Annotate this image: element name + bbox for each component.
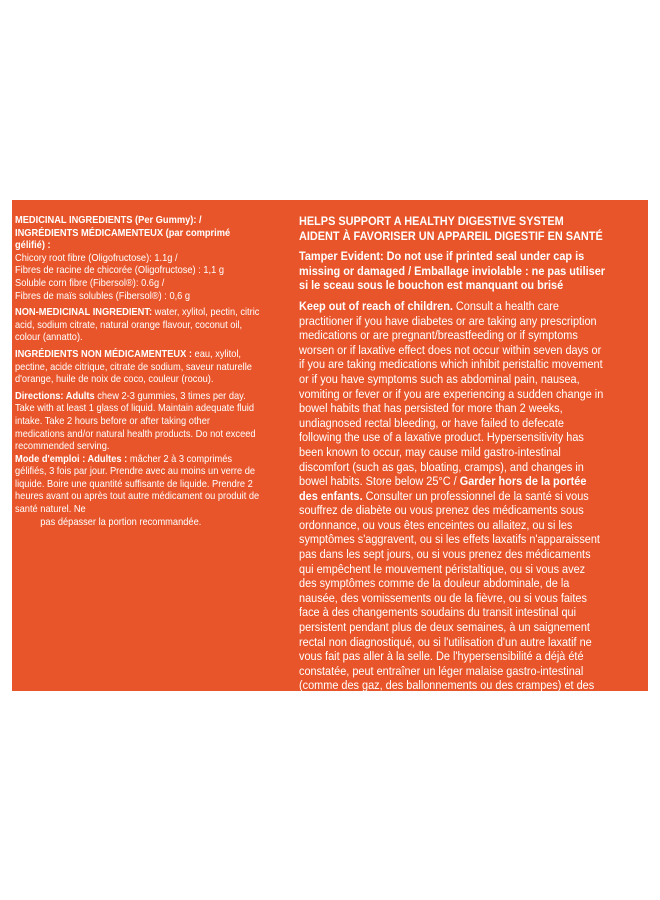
ingredients-column bbox=[15, 215, 262, 533]
non-medicinal-ingredients-fr bbox=[15, 349, 262, 387]
warning-text: Consult a health care practitioner if you have diabetes or are taking any prescription medications or are pregnant/breastfeeding or if symptoms worsen or if laxative effect does not occur within seven days or if you are taking medications which inhibit peristaltic movement or if you have symptoms such as abdominal pain, nausea, vomiting or fever or if you are experiencing a sudden change in bowel habits that has persisted for more than 2 weeks, undiagnosed rectal bleeding, or have failed to defecate following the use of a laxative product. Hypersensitivity has been known to occur, may cause mild gastro-intestinal discomfort (such as gas, bloating, cramps), and changes in bowel habits. Store below 25°C / bbox=[299, 298, 604, 489]
warning-fr-text: Consulter un professionnel de la santé si vous souffrez de diabète ou vous prenez des médicaments sous ordonnance, ou vous êtes enceintes ou allaitez, ou si les symptômes s'aggravent, ou si les effets laxatifs n'apparaissent pas dans les sept jours, ou si vous prenez des médicaments qui empêchent le mouvement péristaltique, ou si vous avez des symptômes comme de la douleur abdominale, de la nausée, des vomissements ou de la fièvre, ou si vous faites face à des changements soudains du transit intestinal qui persistent pendant plus de deux semaines, à un saignement rectal non diagnostiqué, ou si l'utilisation d'un autre laxatif ne vous fait pas aller à la selle. De l'hypersensibilité a déjà été constatée, peut entraîner un léger malaise gastro-intestinal (comme des gaz, des ballonnements ou des crampes) et des changements du transit intestinal. Conserver à une température inférieure à 25 °C bbox=[299, 488, 600, 722]
warnings-column bbox=[299, 214, 605, 778]
non-medicinal-en bbox=[15, 307, 262, 345]
warning-paragraph bbox=[299, 299, 605, 722]
directions-heading: Directions: Adults bbox=[15, 390, 95, 402]
non-medicinal-heading: NON-MEDICINAL INGREDIENT: bbox=[15, 307, 153, 319]
directions-text: chew 2-3 gummies, 3 times per day. Take with at least 1 glass of liquid. Maintain adequate fluid intake. Take 2 hours before or after taking other medications and/or natural health products. Do not exceed recommended serving. bbox=[15, 390, 256, 453]
tamper-heading: Tamper Evident: bbox=[299, 249, 384, 264]
tamper-paragraph bbox=[299, 249, 605, 293]
medicinal-item: Fibres de maïs solubles (Fibersol®) : 0,6 g bbox=[15, 290, 191, 302]
claim-heading-fr: AIDENT À FAVORISER UN APPAREIL DIGESTIF EN SANTÉ bbox=[299, 228, 603, 243]
fibersol-note bbox=[299, 728, 605, 772]
product-label-panel bbox=[12, 200, 648, 772]
medicinal-ingredients bbox=[15, 215, 262, 303]
directions bbox=[15, 391, 262, 530]
mode-tail: pas dépasser la portion recommandée. bbox=[40, 516, 202, 528]
tamper-text: Do not use if printed seal under cap is missing or damaged / Emballage inviolable : ne pas utiliser si le sceau sous le bouchon est manquant ou brisé bbox=[299, 249, 606, 293]
non-medicinal-text: water, xylitol, pectin, citric acid, sodium citrate, natural orange flavour, coconut oil, colour (annatto). bbox=[15, 307, 260, 344]
medicinal-item: Fibres de racine de chicorée (Oligofructose) : 1,1 g bbox=[15, 265, 225, 277]
mode-heading: Mode d'emploi : Adultes : bbox=[15, 453, 128, 465]
warnings bbox=[299, 299, 605, 722]
fibersol-text: Fibersol® is a soluble dietary fiber produced by ADM / Matsutani LLC. / Fibersol® sont des fibres alimentaires solubles produites par ADM/Matsutani LLC. bbox=[299, 728, 565, 772]
non-medicinal-heading-fr: INGRÉDIENTS NON MÉDICAMENTEUX : bbox=[15, 348, 192, 360]
claim-heading bbox=[299, 214, 605, 243]
warning-heading: Keep out of reach of children. bbox=[299, 298, 453, 313]
non-medicinal-fr bbox=[15, 349, 262, 387]
medicinal-heading-fr: INGRÉDIENTS MÉDICAMENTEUX (par comprimé gélifié) : bbox=[15, 227, 231, 252]
medicinal-heading-en: MEDICINAL INGREDIENTS (Per Gummy): / bbox=[15, 215, 202, 226]
mode-text: mâcher 2 à 3 comprimés gélifiés, 3 fois par jour. Prendre avec au moins un verre de liquide. Boire une quantité suffisante de liquide. Prendre 2 heures avant ou après tout autre médicament ou produit de santé naturel. Ne bbox=[15, 453, 260, 516]
tamper-evident bbox=[299, 249, 605, 293]
non-medicinal-ingredients bbox=[15, 307, 262, 345]
medicinal-item: Chicory root fibre (Oligofructose): 1.1g / bbox=[15, 252, 178, 264]
directions-fr bbox=[15, 454, 262, 517]
claim-heading-en: HELPS SUPPORT A HEALTHY DIGESTIVE SYSTEM bbox=[299, 214, 564, 228]
directions-en bbox=[15, 391, 262, 454]
non-medicinal-text-fr: eau, xylitol, pectine, acide citrique, citrate de sodium, saveur naturelle d'orange, huile de noix de coco, couleur (rocou). bbox=[15, 348, 252, 386]
medicinal-item: Soluble corn fibre (Fibersol®): 0.6g / bbox=[15, 277, 165, 289]
warning-fr-heading: Garder hors de la portée des enfants. bbox=[299, 474, 587, 503]
